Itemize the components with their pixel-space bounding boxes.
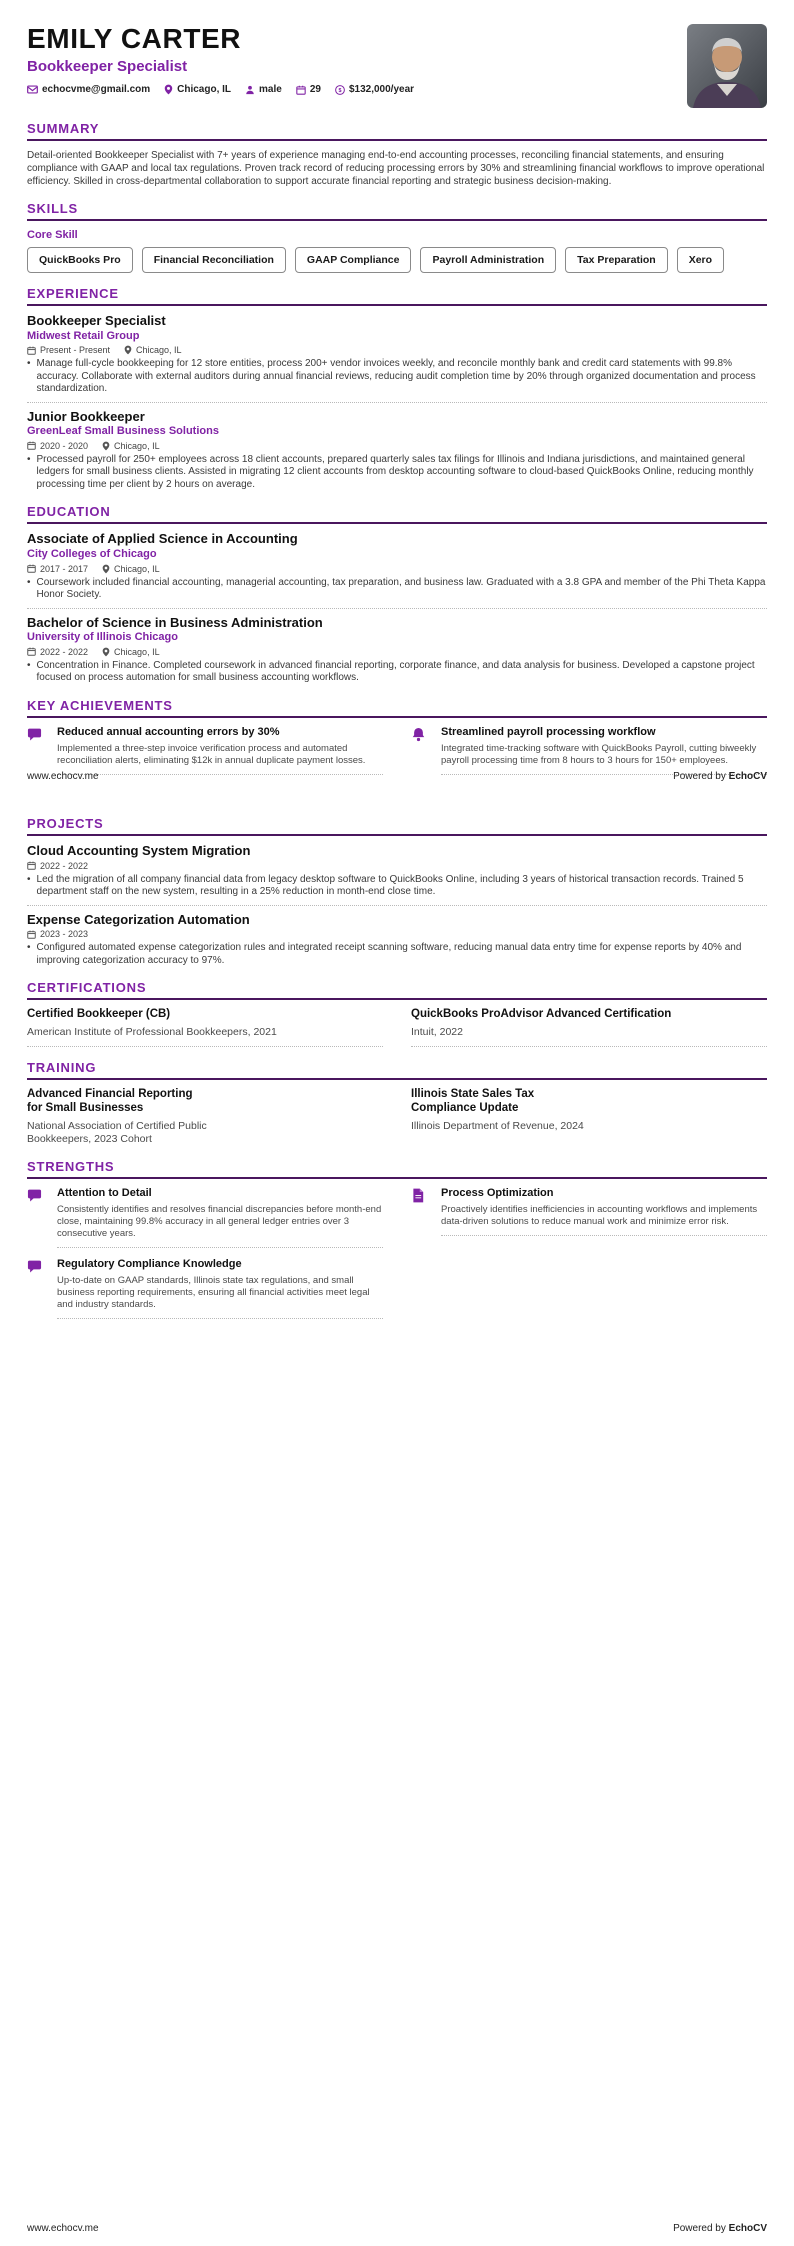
degree-title: Bachelor of Science in Business Administration [27,614,323,630]
page-footer [27,2223,767,2234]
contact-age: 29 [296,84,321,95]
experience-entry [27,410,767,492]
footer-site-link[interactable]: www.echocv.me [27,771,99,782]
skills-heading: SKILLS [27,201,767,221]
speech-bubble-icon [27,1187,51,1248]
footer-powered-by: Powered by EchoCV [673,2223,767,2234]
section-certifications [27,980,767,1047]
project-dates: 2022 - 2022 [27,861,88,871]
resume-page-2 [0,794,794,2246]
location-pin-icon [164,84,173,95]
location-pin-icon [102,647,110,657]
achievement-title: Reduced annual accounting errors by 30% [57,725,280,738]
document-icon [411,1187,435,1236]
achievement-title: Streamlined payroll processing workflow [441,725,656,738]
training-heading: TRAINING [27,1060,767,1080]
education-location: Chicago, IL [102,564,160,574]
education-dates: 2022 - 2022 [27,647,88,657]
location-pin-icon [124,345,132,355]
strength-text: Up-to-date on GAAP standards, Illinois state tax regulations, and small business reporting requirements, ensuring all financial activities meet legal and industry standards. [57,1275,383,1319]
job-bullet: • Manage full-cycle bookkeeping for 12 store entities, process 200+ vendor invoices weekly, and reconcile monthly bank and credit card statements with 99.8% accuracy. Collaborate with external auditors during annual financial reviews, reducing audit completion time by 20% through organized documentation and process standardization. [27,358,767,396]
company-name: Midwest Retail Group [27,329,140,342]
section-training [27,1060,767,1146]
divider [27,608,767,609]
strength-title: Attention to Detail [57,1187,152,1200]
footer-site-link[interactable]: www.echocv.me [27,2223,99,2234]
school-name: City Colleges of Chicago [27,548,157,561]
training-title: Illinois State Sales Tax Compliance Update [411,1088,535,1114]
education-entry [27,532,767,601]
job-location: Chicago, IL [124,345,182,355]
experience-heading: EXPERIENCE [27,286,767,306]
skill-chip-list [27,247,767,273]
education-bullet: • Concentration in Finance. Completed coursework in advanced financial reporting, corporate finance, and data analysis for business. Developed a capstone project focused on process automation for small business accounting workflows. [27,660,767,685]
person-icon [245,85,255,95]
calendar-icon [27,647,36,656]
certification-title: Certified Bookkeeper (CB) [27,1008,171,1021]
header [27,24,767,108]
degree-title: Associate of Applied Science in Accounting [27,531,298,547]
achievement-text: Integrated time-tracking software with QuickBooks Payroll, cutting biweekly payroll processing time from 8 hours to 3 hours for 150+ employees. [441,743,767,775]
school-name: University of Illinois Chicago [27,631,178,644]
education-location: Chicago, IL [102,647,160,657]
skill-chip: Financial Reconciliation [142,247,286,273]
achievement-item [411,726,767,775]
skill-chip: Xero [677,247,724,273]
job-title: Junior Bookkeeper [27,408,145,424]
project-bullet: • Led the migration of all company financial data from legacy desktop software to QuickBooks Online, including 3 years of historical transaction records. Trained 5 department staff on the new system, resulting in a 25% reduction in month-end close time. [27,874,767,899]
section-summary [27,121,767,188]
project-title: Expense Categorization Automation [27,911,250,927]
education-dates: 2017 - 2017 [27,564,88,574]
resume-page-1 [0,0,794,794]
training-item [411,1088,767,1133]
calendar-icon [27,346,36,355]
certification-item [411,1008,767,1047]
divider [27,402,767,403]
section-projects [27,816,767,967]
section-education [27,504,767,684]
calendar-icon [27,861,36,870]
strength-item [411,1187,767,1236]
training-issuer: National Association of Certified Public Bookkeepers, 2023 Cohort [27,1119,207,1145]
section-experience [27,286,767,491]
svg-text:$: $ [338,87,342,94]
education-heading: EDUCATION [27,504,767,524]
summary-text: Detail-oriented Bookkeeper Specialist with 7+ years of experience managing end-to-end accounting processes, reconciling financial statements, and ensuring compliance with GAAP and local tax regulations. Proven track record of reducing processing errors by 30% and streamlining financial workflows to improve operational efficiency. Skilled in cross-departmental collaboration to support accurate financial reporting and strategic business decision-making. [27,150,765,187]
mail-icon [27,85,38,94]
summary-heading: SUMMARY [27,121,767,141]
skill-chip: Payroll Administration [420,247,556,273]
divider [27,905,767,906]
project-title: Cloud Accounting System Migration [27,843,251,858]
contact-location: Chicago, IL [164,84,231,95]
speech-bubble-icon [27,1258,51,1319]
bell-icon [411,726,435,775]
job-dates: Present - Present [27,345,110,355]
strength-item [27,1258,383,1319]
achievement-item [27,726,383,775]
location-pin-icon [102,564,110,574]
calendar-icon [296,85,306,95]
achievements-heading: KEY ACHIEVEMENTS [27,698,767,718]
section-skills [27,201,767,273]
project-bullet: • Configured automated expense categorization rules and integrated receipt scanning software, reducing manual data entry time for expense reports by 40% and improving categorization accuracy to 97%. [27,942,767,967]
strength-item [27,1187,383,1248]
project-entry [27,844,767,899]
contact-salary: $ $132,000/year [335,84,414,95]
certifications-heading: CERTIFICATIONS [27,980,767,1000]
certification-item [27,1008,383,1047]
job-bullet: • Processed payroll for 250+ employees across 18 client accounts, prepared quarterly sales tax filings for Illinois and Indiana jurisdictions, and maintained general ledgers for small business clients. Assisted in migrating 12 client accounts from desktop accounting software to cloud-based QuickBooks Online, reducing monthly processing time per client by 2 hours on average. [27,454,767,492]
job-location: Chicago, IL [102,441,160,451]
calendar-icon [27,441,36,450]
strengths-heading: STRENGTHS [27,1159,767,1179]
skill-chip: QuickBooks Pro [27,247,133,273]
experience-entry [27,314,767,396]
certification-issuer: American Institute of Professional Bookkeepers, 2021 [27,1026,383,1047]
skill-chip: GAAP Compliance [295,247,412,273]
contact-row [27,84,673,95]
candidate-name: EMILY CARTER [27,23,242,54]
calendar-icon [27,930,36,939]
certification-title: QuickBooks ProAdvisor Advanced Certification [411,1008,672,1021]
profile-photo [687,24,767,108]
certification-issuer: Intuit, 2022 [411,1026,767,1047]
training-item [27,1088,383,1146]
achievement-text: Implemented a three-step invoice verification process and automated reconciliation alerts, eliminating $12k in annual duplicate payment losses. [57,743,383,775]
skill-chip: Tax Preparation [565,247,668,273]
training-title: Advanced Financial Reporting for Small Businesses [27,1088,193,1114]
calendar-icon [27,564,36,573]
job-title: Bookkeeper Specialist [27,313,166,328]
strength-text: Proactively identifies inefficiencies in accounting workflows and implements data-driven solutions to reduce manual work and minimize error risk. [441,1204,767,1236]
candidate-title: Bookkeeper Specialist [27,58,188,76]
location-pin-icon [102,441,110,451]
company-name: GreenLeaf Small Business Solutions [27,425,219,438]
contact-gender: male [245,84,282,95]
dollar-circle-icon [335,85,345,95]
project-entry [27,913,767,968]
education-entry [27,616,767,685]
projects-heading: PROJECTS [27,816,767,836]
footer-powered-by: Powered by EchoCV [673,771,767,782]
education-bullet: • Coursework included financial accounting, managerial accounting, tax preparation, and business law. Graduated with a 3.8 GPA and member of the Phi Theta Kappa Honor Society. [27,577,767,602]
section-strengths [27,1159,767,1319]
skill-group-label: Core Skill [27,229,78,241]
speech-bubble-icon [27,726,51,775]
training-issuer: Illinois Department of Revenue, 2024 [411,1119,584,1132]
strength-title: Regulatory Compliance Knowledge [57,1257,242,1270]
page-footer [27,771,767,782]
strength-title: Process Optimization [441,1187,554,1200]
contact-email[interactable]: echocvme@gmail.com [27,84,150,95]
strength-text: Consistently identifies and resolves financial discrepancies before month-end close, maintaining 99.8% accuracy in all general ledger entries over 3 consecutive years. [57,1204,383,1248]
section-achievements [27,698,767,775]
project-dates: 2023 - 2023 [27,929,88,939]
job-dates: 2020 - 2020 [27,441,88,451]
